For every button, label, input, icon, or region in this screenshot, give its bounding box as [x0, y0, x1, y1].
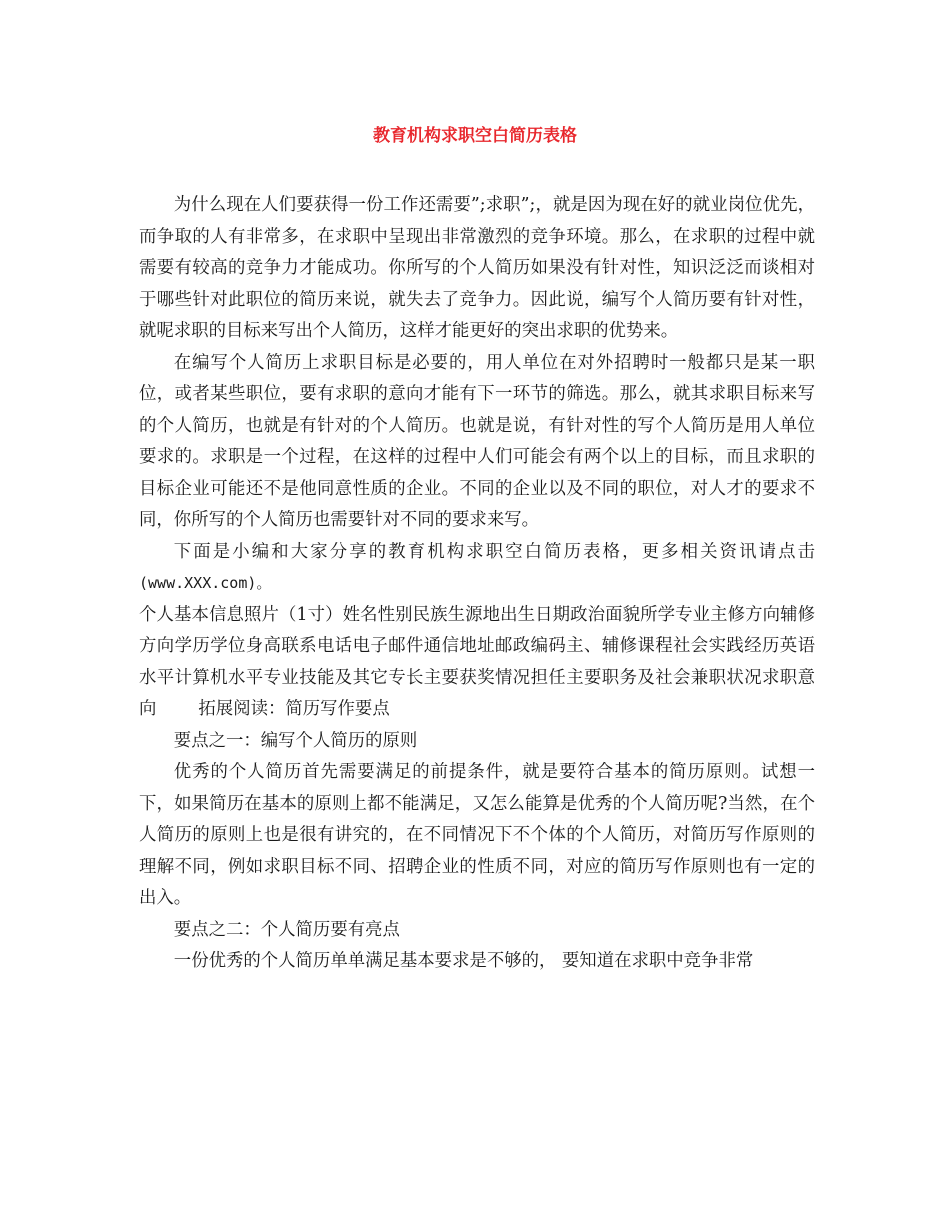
document-title: 教育机构求职空白简历表格 [373, 126, 577, 146]
extended-reading: 拓展阅读：简历写作要点 [198, 699, 390, 719]
paragraph-resume-fields [139, 600, 815, 726]
resume-field-list: 个人基本信息照片（1寸）姓名性别民族生源地出生日期政治面貌所学专业主修方向辅修方向学历学位身高联系电话电子邮件通信地址邮政编码主、辅修课程社会实践经历英语水平计算机水平专业技能及其它专长主要获奖情况担任主要职务及社会兼职状况求职意向 [139, 604, 815, 719]
paragraph-intro: 为什么现在人们要获得一份工作还需要”;求职”;，就是因为现在好的就业岗位优先，而争取的人有非常多，在求职中呈现出非常激烈的竞争环境。那么，在求职的过程中就需要有较高的竞争力才能成功。你所写的个人简历如果没有针对性，知识泛泛而谈相对于哪些针对此职位的简历来说，就失去了竞争力。因此说，编写个人简历要有针对性，就呢求职的目标来写出个人简历，这样才能更好的突出求职的优势来。 [139, 195, 815, 341]
document-body [139, 190, 815, 978]
paragraph-share [139, 537, 815, 600]
heading-point-two: 要点之二：个人简历要有亮点 [173, 919, 400, 940]
share-text: 下面是小编和大家分享的教育机构求职空白简历表格，更多相关资讯请点击 [173, 541, 815, 562]
paragraph-objective: 在编写个人简历上求职目标是必要的，用人单位在对外招聘时一般都只是某一职位，或者某些职位，要有求职的意向才能有下一环节的筛选。那么，就其求职目标来写的个人简历，也就是有针对的个人简历。也就是说，有针对性的写个人简历是用人单位要求的。求职是一个过程，在这样的过程中人们可能会有两个以上的目标，而且求职的目标企业可能还不是他同意性质的企业。不同的企业以及不同的职位，对人才的要求不同，你所写的个人简历也需要针对不同的要求来写。 [139, 352, 815, 530]
paragraph-principles: 优秀的个人简历首先需要满足的前提条件，就是要符合基本的简历原则。试想一下，如果简历在基本的原则上都不能满足，又怎么能算是优秀的个人简历呢?当然，在个人简历的原则上也是很有讲究的，在不同情况下不个体的个人简历，对简历写作原则的理解不同，例如求职目标不同、招聘企业的性质不同，对应的简历写作原则也有一定的出入。 [139, 762, 815, 908]
paragraph-highlights: 一份优秀的个人简历单单满足基本要求是不够的， 要知道在求职中竞争非常 [173, 951, 754, 971]
source-link[interactable]: (www.XXX.com)。 [139, 574, 272, 592]
heading-point-one: 要点之一：编写个人简历的原则 [173, 730, 418, 751]
